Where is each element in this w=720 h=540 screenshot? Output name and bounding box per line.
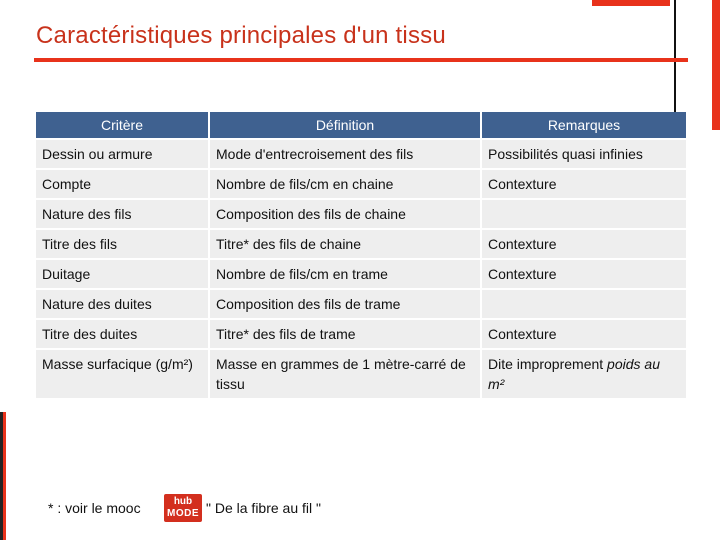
cell-remark: Contexture [482, 230, 686, 258]
mooc-footnote: * : voir le mooc [48, 500, 141, 516]
corner-accent-left-edge [0, 412, 3, 540]
cell-definition: Titre* des fils de chaine [210, 230, 480, 258]
cell-criterion: Titre des duites [36, 320, 208, 348]
header-remarks: Remarques [482, 112, 686, 138]
corner-accent-right-stripe [712, 0, 720, 130]
table-row [36, 140, 686, 168]
logo-text-bottom: MODE [167, 508, 199, 519]
corner-accent-top [592, 0, 670, 6]
table-header-row [36, 112, 686, 138]
cell-criterion: Nature des fils [36, 200, 208, 228]
cell-criterion: Masse surfacique (g/m²) [36, 350, 208, 398]
cell-remark: Possibilités quasi infinies [482, 140, 686, 168]
cell-definition: Composition des fils de chaine [210, 200, 480, 228]
hubmode-logo [164, 494, 202, 522]
table-row [36, 200, 686, 228]
table-row [36, 260, 686, 288]
cell-remark: Contexture [482, 320, 686, 348]
cell-remark: Contexture [482, 260, 686, 288]
cell-criterion: Nature des duites [36, 290, 208, 318]
header-criterion: Critère [36, 112, 208, 138]
cell-remark [482, 350, 686, 398]
cell-definition: Mode d'entrecroisement des fils [210, 140, 480, 168]
characteristics-table [34, 110, 688, 400]
remark-italic-text: poids au m² [488, 356, 660, 392]
cell-criterion: Duitage [36, 260, 208, 288]
cell-definition: Composition des fils de trame [210, 290, 480, 318]
cell-definition: Nombre de fils/cm en chaine [210, 170, 480, 198]
slide-title: Caractéristiques principales d'un tissu [36, 22, 446, 49]
table-row [36, 350, 686, 398]
cell-remark [482, 200, 686, 228]
cell-definition: Titre* des fils de trame [210, 320, 480, 348]
title-underline [34, 58, 688, 62]
course-title-quote: " De la fibre au fil " [206, 500, 321, 516]
cell-definition: Masse en grammes de 1 mètre-carré de tissu [210, 350, 480, 398]
table-row [36, 230, 686, 258]
table-row [36, 320, 686, 348]
logo-text-top: hub [173, 496, 193, 507]
cell-criterion: Dessin ou armure [36, 140, 208, 168]
table-row [36, 290, 686, 318]
cell-criterion: Titre des fils [36, 230, 208, 258]
header-definition: Définition [210, 112, 480, 138]
cell-remark [482, 290, 686, 318]
cell-definition: Nombre de fils/cm en trame [210, 260, 480, 288]
cell-remark: Contexture [482, 170, 686, 198]
remark-plain-text: Dite improprement [488, 356, 608, 372]
table-row [36, 170, 686, 198]
cell-criterion: Compte [36, 170, 208, 198]
